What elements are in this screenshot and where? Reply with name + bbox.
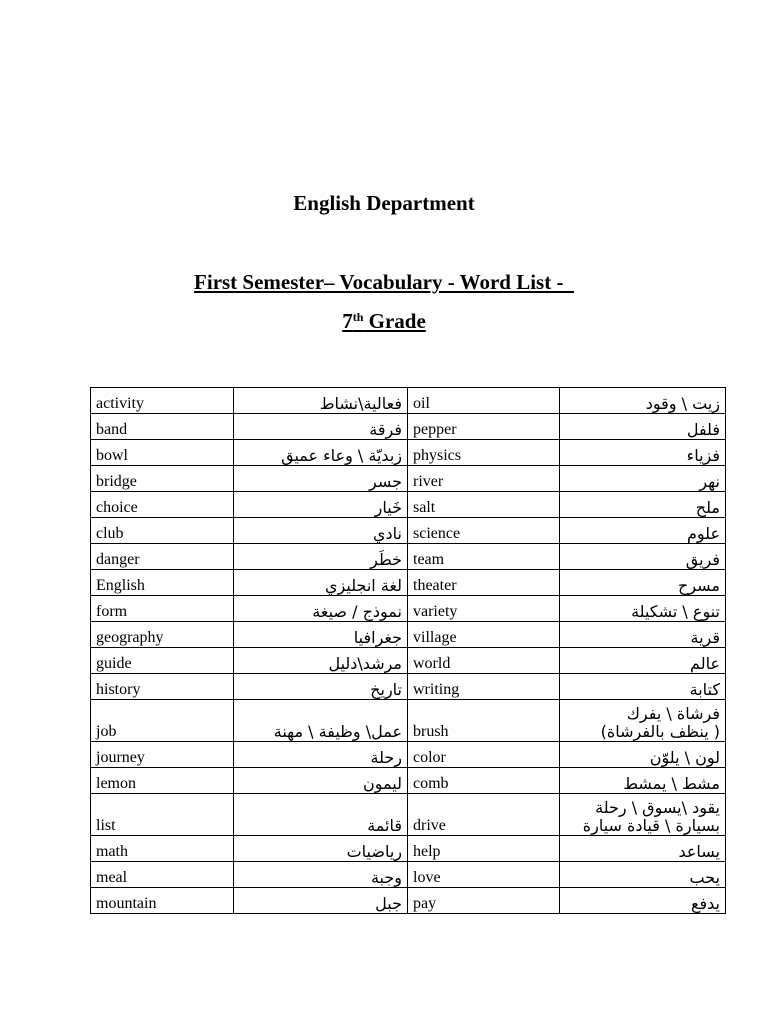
english-word-cell: help xyxy=(408,836,560,862)
arabic-meaning-cell: عالم xyxy=(560,648,726,674)
table-row xyxy=(91,518,726,544)
english-word-cell: mountain xyxy=(91,888,234,914)
arabic-meaning-cell: رحلة xyxy=(234,742,408,768)
english-word-cell: color xyxy=(408,742,560,768)
english-word-cell: variety xyxy=(408,596,560,622)
english-word-cell: geography xyxy=(91,622,234,648)
table-row xyxy=(91,544,726,570)
table-row xyxy=(91,648,726,674)
arabic-meaning-cell: فلفل xyxy=(560,414,726,440)
english-word-cell: math xyxy=(91,836,234,862)
arabic-meaning-cell: لغة انجليزي xyxy=(234,570,408,596)
vocabulary-table-body xyxy=(91,388,726,914)
table-row xyxy=(91,492,726,518)
english-word-cell: village xyxy=(408,622,560,648)
english-word-cell: bowl xyxy=(91,440,234,466)
english-word-cell: lemon xyxy=(91,768,234,794)
arabic-meaning-cell: ليمون xyxy=(234,768,408,794)
english-word-cell: river xyxy=(408,466,560,492)
table-row xyxy=(91,674,726,700)
english-word-cell: list xyxy=(91,794,234,836)
english-word-cell: team xyxy=(408,544,560,570)
arabic-meaning-cell: تاريخ xyxy=(234,674,408,700)
arabic-meaning-cell: قرية xyxy=(560,622,726,648)
english-word-cell: band xyxy=(91,414,234,440)
english-word-cell: oil xyxy=(408,388,560,414)
english-word-cell: danger xyxy=(91,544,234,570)
table-row xyxy=(91,466,726,492)
arabic-meaning-cell: علوم xyxy=(560,518,726,544)
arabic-meaning-cell: فرشاة \ يفرك ( ينظف بالفرشاة) xyxy=(560,700,726,742)
arabic-meaning-cell: جغرافيا xyxy=(234,622,408,648)
table-row xyxy=(91,794,726,836)
english-word-cell: guide xyxy=(91,648,234,674)
english-word-cell: world xyxy=(408,648,560,674)
grade-suffix: th xyxy=(352,310,364,324)
arabic-meaning-cell: عمل\ وظيفة \ مهنة xyxy=(234,700,408,742)
english-word-cell: club xyxy=(91,518,234,544)
arabic-meaning-cell: يدفع xyxy=(560,888,726,914)
grade-number: 7 xyxy=(342,309,353,333)
arabic-meaning-cell: جسر xyxy=(234,466,408,492)
grade-word: Grade xyxy=(363,309,426,333)
arabic-meaning-cell: يساعد xyxy=(560,836,726,862)
english-word-cell: activity xyxy=(91,388,234,414)
arabic-meaning-cell: ملح xyxy=(560,492,726,518)
table-row xyxy=(91,596,726,622)
english-word-cell: choice xyxy=(91,492,234,518)
arabic-meaning-cell: مرشد\دليل xyxy=(234,648,408,674)
english-word-cell: drive xyxy=(408,794,560,836)
arabic-meaning-cell: خَيار xyxy=(234,492,408,518)
english-word-cell: journey xyxy=(91,742,234,768)
arabic-meaning-cell: رياضيات xyxy=(234,836,408,862)
arabic-meaning-cell: فعالية\نشاط xyxy=(234,388,408,414)
english-word-cell: love xyxy=(408,862,560,888)
table-row xyxy=(91,836,726,862)
arabic-meaning-cell: تنوع \ تشكيلة xyxy=(560,596,726,622)
arabic-meaning-cell: خطَر xyxy=(234,544,408,570)
arabic-meaning-cell: فريق xyxy=(560,544,726,570)
english-word-cell: physics xyxy=(408,440,560,466)
english-word-cell: bridge xyxy=(91,466,234,492)
arabic-meaning-cell: نهر xyxy=(560,466,726,492)
table-row xyxy=(91,742,726,768)
arabic-meaning-cell: مسرح xyxy=(560,570,726,596)
department-heading: English Department xyxy=(293,191,475,215)
arabic-meaning-cell: فرقة xyxy=(234,414,408,440)
table-row xyxy=(91,414,726,440)
english-word-cell: pay xyxy=(408,888,560,914)
table-row xyxy=(91,768,726,794)
english-word-cell: salt xyxy=(408,492,560,518)
semester-title: First Semester– Vocabulary - Word List - xyxy=(194,270,574,294)
english-word-cell: pepper xyxy=(408,414,560,440)
english-word-cell: job xyxy=(91,700,234,742)
arabic-meaning-cell: يحب xyxy=(560,862,726,888)
arabic-meaning-cell: جبل xyxy=(234,888,408,914)
grade-title xyxy=(0,309,768,334)
arabic-meaning-cell: مشط \ يمشط xyxy=(560,768,726,794)
vocabulary-table xyxy=(90,387,726,914)
table-row xyxy=(91,388,726,414)
table-row xyxy=(91,622,726,648)
arabic-meaning-cell: زيت \ وقود xyxy=(560,388,726,414)
english-word-cell: comb xyxy=(408,768,560,794)
arabic-meaning-cell: وجبة xyxy=(234,862,408,888)
english-word-cell: form xyxy=(91,596,234,622)
arabic-meaning-cell: كتابة xyxy=(560,674,726,700)
table-row xyxy=(91,888,726,914)
english-word-cell: history xyxy=(91,674,234,700)
arabic-meaning-cell: نموذج / صيغة xyxy=(234,596,408,622)
english-word-cell: brush xyxy=(408,700,560,742)
table-row xyxy=(91,440,726,466)
english-word-cell: science xyxy=(408,518,560,544)
english-word-cell: meal xyxy=(91,862,234,888)
english-word-cell: English xyxy=(91,570,234,596)
arabic-meaning-cell: زبديّة \ وعاء عميق xyxy=(234,440,408,466)
arabic-meaning-cell: يقود \يسوق \ رحلة بسيارة \ قيادة سيارة xyxy=(560,794,726,836)
arabic-meaning-cell: قائمة xyxy=(234,794,408,836)
arabic-meaning-cell: نادي xyxy=(234,518,408,544)
table-row xyxy=(91,700,726,742)
table-row xyxy=(91,862,726,888)
english-word-cell: writing xyxy=(408,674,560,700)
table-row xyxy=(91,570,726,596)
arabic-meaning-cell: فزياء xyxy=(560,440,726,466)
arabic-meaning-cell: لون \ يلوّن xyxy=(560,742,726,768)
english-word-cell: theater xyxy=(408,570,560,596)
